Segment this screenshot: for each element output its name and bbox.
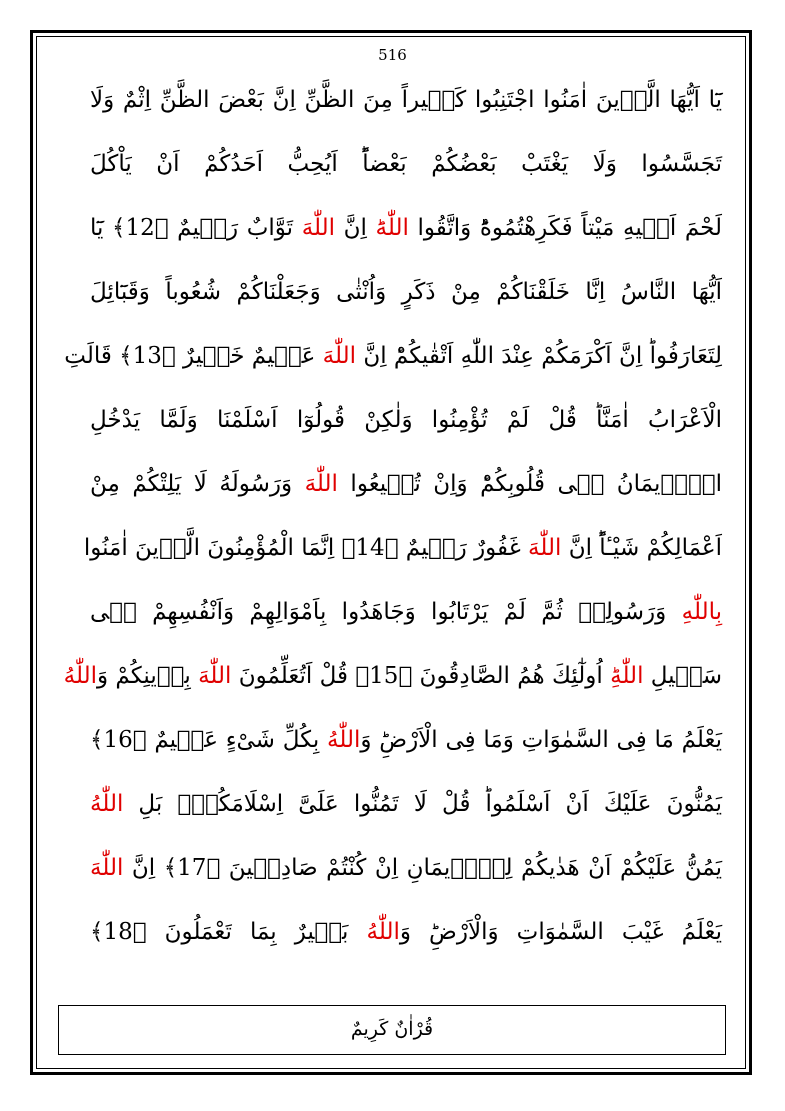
divine-name: اللّٰهَ — [301, 215, 336, 241]
text-segment: ؕ اِنَّ — [335, 215, 376, 241]
text-line — [90, 772, 722, 836]
divine-name: اللّٰهَ — [528, 535, 562, 561]
text-segment: الْاٖيمَانُ فٖى قُلُوبِكُمْؕ وَاِنْ تُطٖيعُوا — [337, 471, 722, 497]
divine-name: اللّٰهُ — [327, 727, 361, 753]
text-segment: اللّٰهِ — [460, 343, 494, 369]
text-segment: غَفُورٌ رَحٖيمٌ ﴿14﴾ اِنَّمَا الْمُؤْمِنُونَ الَّذٖينَ اٰمَنُوا — [83, 535, 529, 561]
divine-name: اللّٰهَ — [375, 215, 409, 241]
page-number: 516 — [378, 46, 407, 64]
text-segment: اَعْمَالِكُمْ شَيْـٔاًؕ اِنَّ — [561, 535, 722, 561]
divine-name: اللّٰهِ — [610, 663, 644, 689]
text-segment: يَٓا اَيُّهَا الَّذٖينَ اٰمَنُوا اجْتَنِبُوا كَثٖيراً مِنَ الظَّنِّ اِنَّ بَعْضَ الظَّنِّ اِثْمٌ وَلَا — [90, 87, 722, 113]
text-segment: الْاَعْرَابُ اٰمَنَّاؕ قُلْ لَمْ تُؤْمِنُوا وَلٰكِنْ قُولُوٓا اَسْلَمْنَا وَلَمَّا يَدْخُلِ — [90, 407, 722, 433]
text-segment: ؕ اُولٰٓئِكَ هُمُ الصَّادِقُونَ ﴿15﴾ قُلْ اَتُعَلِّمُونَ — [231, 663, 611, 689]
divine-name: اللّٰهَ — [90, 855, 124, 881]
text-line — [90, 580, 722, 644]
text-segment: سَبٖيلِ — [643, 663, 722, 689]
text-segment: لِتَعَارَفُواؕ اِنَّ اَكْرَمَكُمْ عِنْدَ — [493, 343, 722, 369]
text-segment: عَلٖيمٌ خَبٖيرٌ ﴿13﴾ قَالَتِ — [64, 343, 323, 369]
text-line — [90, 196, 722, 260]
text-line — [83, 516, 722, 580]
footer-title-box — [58, 1005, 726, 1055]
text-line — [90, 260, 722, 324]
text-segment: يَمُنُّونَ عَلَيْكَ اَنْ اَسْلَمُواؕ قُلْ لَا تَمُنُّوا عَلَىَّ اِسْلَامَكُمْۚ بَلِ — [123, 791, 722, 817]
text-line — [90, 132, 722, 196]
text-segment: وَرَسُولِهٖ ثُمَّ لَمْ يَرْتَابُوا وَجَاهَدُوا بِاَمْوَالِهِمْ وَاَنْفُسِهِمْ فٖى — [90, 599, 682, 625]
text-segment: تَجَسَّسُوا وَلَا يَغْتَبْ بَعْضُكُمْ بَعْضاًؕ اَيُحِبُّ اَحَدُكُمْ اَنْ يَاْكُلَ — [90, 151, 722, 177]
text-line — [90, 452, 722, 516]
text-line — [90, 836, 722, 900]
text-segment: بِدٖينِكُمْ وَ — [96, 663, 199, 689]
text-segment: اَيُّهَا النَّاسُ اِنَّا خَلَقْنَاكُمْ مِنْ ذَكَرٍ وَاُنْثٰى وَجَعَلْنَاكُمْ شُعُوباً وَقَبَٓائِلَ — [90, 279, 722, 305]
text-line — [90, 388, 722, 452]
footer-title: قُرْاٰنٌ كَرِيمٌ — [350, 1018, 434, 1040]
text-segment: اَتْقٰيكُمْؕ اِنَّ — [356, 343, 461, 369]
divine-name: اللّٰهَ — [322, 343, 357, 369]
text-segment: وَرَسُولَهُ لَا يَلِتْكُمْ مِنْ — [90, 471, 305, 497]
divine-name: اللّٰهَ — [198, 663, 232, 689]
text-segment: بِكُلِّ شَىْءٍ عَلٖيمٌ ﴿16﴾ — [90, 727, 328, 753]
divine-name: بِاللّٰهِ — [681, 599, 722, 625]
text-segment: بَصٖيرٌ بِمَا تَعْمَلُونَ ﴿18﴾ — [90, 919, 367, 945]
text-segment: يَعْلَمُ غَيْبَ السَّمٰوَاتِ وَالْاَرْضِؕ وَ — [399, 919, 722, 945]
text-line — [90, 708, 722, 772]
text-segment: يَمُنُّ عَلَيْكُمْ اَنْ هَدٰيكُمْ لِلْاٖيمَانِ اِنْ كُنْتُمْ صَادِقٖينَ ﴿17﴾ اِنَّ — [123, 855, 722, 881]
text-line — [90, 68, 722, 132]
divine-name: اللّٰهُ — [63, 663, 97, 689]
quran-text-block — [63, 68, 723, 964]
text-line — [90, 900, 722, 964]
text-line — [63, 644, 722, 708]
text-segment: تَوَّابٌ رَحٖيمٌ ﴿12﴾ يَٓا — [90, 215, 302, 241]
text-line — [64, 324, 722, 388]
divine-name: اللّٰهَ — [304, 471, 338, 497]
divine-name: اللّٰهُ — [90, 791, 124, 817]
divine-name: اللّٰهُ — [366, 919, 400, 945]
text-segment: لَحْمَ اَخٖيهِ مَيْتاً فَكَرِهْتُمُوهُؕ وَاتَّقُوا — [408, 215, 723, 241]
text-segment: يَعْلَمُ مَا فِى السَّمٰوَاتِ وَمَا فِى الْاَرْضِؕ وَ — [360, 727, 722, 753]
